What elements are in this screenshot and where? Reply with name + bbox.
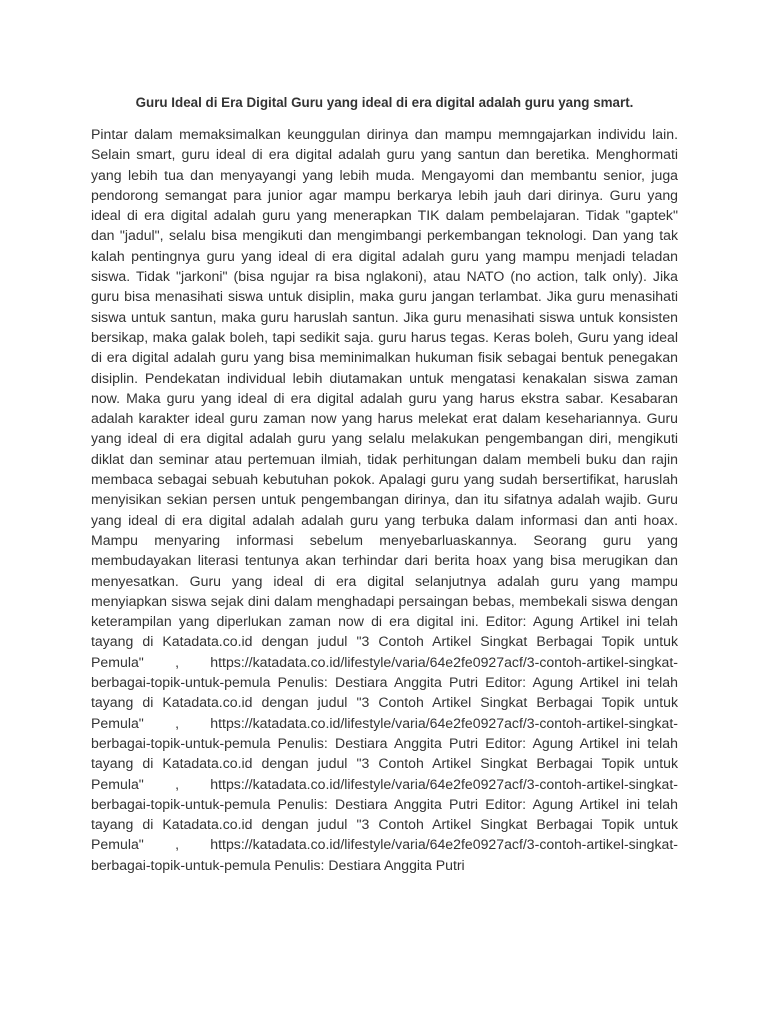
document-body: Pintar dalam memaksimalkan keunggulan dirinya dan mampu memngajarkan individu lain. Selain smart, guru ideal di era digital adalah guru yang santun dan beretika. Menghormati yang lebih tua dan menyayangi yang lebih muda. Mengayomi dan membantu senior, juga pendorong semangat para junior agar mampu berkarya lebih jauh dari dirinya. Guru yang ideal di era digital adalah guru yang menerapkan TIK dalam pembelajaran. Tidak "gaptek" dan "jadul", selalu bisa mengikuti dan mengimbangi perkembangan teknologi. Dan yang tak kalah pentingnya guru yang ideal di era digital adalah guru yang mampu menjadi teladan siswa. Tidak "jarkoni" (bisa ngujar ra bisa nglakoni), atau NATO (no action, talk only). Jika guru bisa menasihati siswa untuk disiplin, maka guru jangan terlambat. Jika guru menasihati siswa untuk santun, maka guru haruslah santun. Jika guru menasihati siswa untuk konsisten bersikap, maka galak boleh, tapi sedikit saja. guru harus tegas. Keras boleh, Guru yang ideal di era digital adalah guru yang bisa meminimalkan hukuman fisik sebagai bentuk penegakan disiplin. Pendekatan individual lebih diutamakan untuk mengatasi kenakalan siswa zaman now. Maka guru yang ideal di era digital adalah guru yang harus ekstra sabar. Kesabaran adalah karakter ideal guru zaman now yang harus melekat erat dalam kesehariannya. Guru yang ideal di era digital adalah guru yang selalu melakukan pengembangan diri, mengikuti diklat dan seminar atau pertemuan ilmiah, tidak perhitungan dalam membeli buku dan rajin membaca sebagai sebuah kebutuhan pokok. Apalagi guru yang sudah bersertifikat, haruslah menyisikan sekian persen untuk pengembangan dirinya, dan itu sifatnya adalah wajib. Guru yang ideal di era digital adalah adalah guru yang terbuka dalam informasi dan anti hoax. Mampu menyaring informasi sebelum menyebarluaskannya. Seorang guru yang membudayakan literasi tentunya akan terhindar dari berita hoax yang bisa merugikan dan menyesatkan. Guru yang ideal di era digital selanjutnya adalah guru yang mampu menyiapkan siswa sejak dini dalam menghadapi persaingan bebas, membekali siswa dengan keterampilan yang diperlukan zaman now di era digital ini. Editor: Agung Artikel ini telah tayang di Katadata.co.id dengan judul "3 Contoh Artikel Singkat Berbagai Topik untuk Pemula" , https://katadata.co.id/lifestyle/varia/64e2fe0927acf/3-contoh-artikel-singkat-berbagai-topik-untuk-pemula Penulis: Destiara Anggita Putri Editor: Agung Artikel ini telah tayang di Katadata.co.id dengan judul "3 Contoh Artikel Singkat Berbagai Topik untuk Pemula" , https://katadata.co.id/lifestyle/varia/64e2fe0927acf/3-contoh-artikel-singkat-berbagai-topik-untuk-pemula Penulis: Destiara Anggita Putri Editor: Agung Artikel ini telah tayang di Katadata.co.id dengan judul "3 Contoh Artikel Singkat Berbagai Topik untuk Pemula" , https://katadata.co.id/lifestyle/varia/64e2fe0927acf/3-contoh-artikel-singkat-berbagai-topik-untuk-pemula Penulis: Destiara Anggita Putri Editor: Agung Artikel ini telah tayang di Katadata.co.id dengan judul "3 Contoh Artikel Singkat Berbagai Topik untuk Pemula" , https://katadata.co.id/lifestyle/varia/64e2fe0927acf/3-contoh-artikel-singkat-berbagai-topik-untuk-pemula Penulis: Destiara Anggita Putri xyxy=(91,126,678,873)
document-page xyxy=(91,95,678,875)
document-title: Guru Ideal di Era Digital Guru yang ideal di era digital adalah guru yang smart. xyxy=(135,95,634,110)
